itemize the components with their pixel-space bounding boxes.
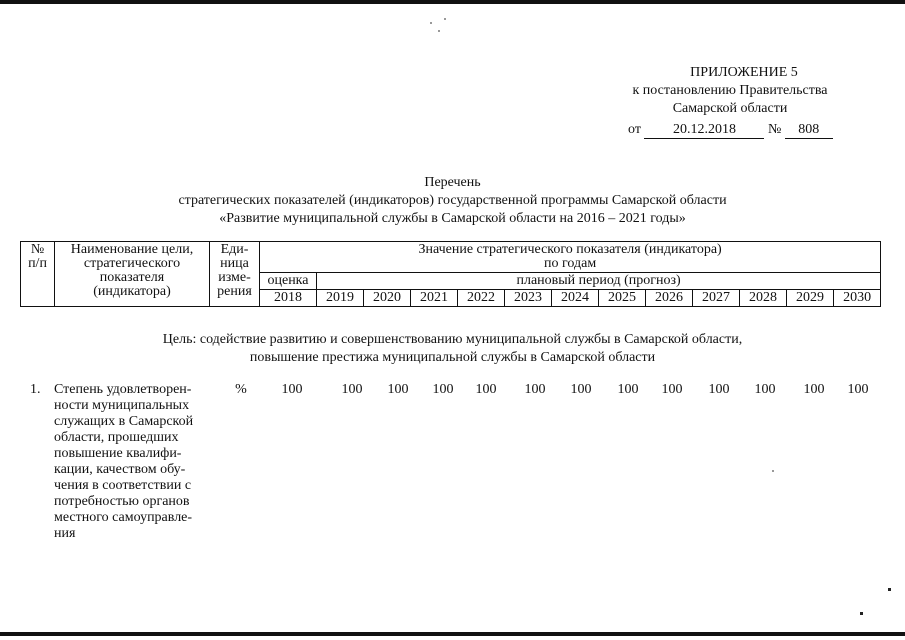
header-values-line: Значение стратегического показателя (индикатора) <box>418 242 722 257</box>
header-year: 2025 <box>599 290 646 307</box>
header-values-line: по годам <box>544 256 597 271</box>
header-values <box>260 242 881 273</box>
header-year: 2030 <box>834 290 881 307</box>
header-name-line: Наименование цели, <box>70 242 194 257</box>
header-estimate: оценка <box>260 273 317 290</box>
header-name-line: (индикатора) <box>93 284 171 299</box>
row-value: 100 <box>803 382 825 397</box>
row-value: 100 <box>570 382 592 397</box>
header-year: 2021 <box>411 290 458 307</box>
row-name-line: повышение квалифи- <box>54 446 182 461</box>
header-plan-period: плановый период (прогноз) <box>317 273 881 290</box>
header-unit-line: изме- <box>218 270 251 285</box>
header-unit-line: ница <box>220 256 249 271</box>
row-value: 100 <box>387 382 409 397</box>
decree-number: 808 <box>785 122 833 139</box>
header-year: 2020 <box>364 290 411 307</box>
scan-speck <box>444 18 446 20</box>
heading-line-3: «Развитие муниципальной службы в Самарской области на 2016 – 2021 годы» <box>219 211 686 226</box>
header-name-line: показателя <box>99 270 165 285</box>
from-label: от <box>628 122 641 137</box>
header-unit-line: Еди- <box>220 242 249 257</box>
document-heading <box>0 174 905 228</box>
row-indicator-name <box>54 382 208 542</box>
appendix-block <box>600 64 860 118</box>
row-value: 100 <box>754 382 776 397</box>
header-year: 2023 <box>505 290 552 307</box>
indicators-table <box>20 241 881 307</box>
row-unit: % <box>235 382 247 397</box>
row-name-line: ния <box>54 526 76 541</box>
row-value: 100 <box>475 382 497 397</box>
appendix-title: ПРИЛОЖЕНИЕ 5 <box>690 65 798 80</box>
row-value: 100 <box>281 382 303 397</box>
header-name-line: стратегического <box>83 256 181 271</box>
header-unit-line: рения <box>217 284 252 299</box>
row-name-line: чения в соответствии с <box>54 478 192 493</box>
row-name-line: служащих в Самарской <box>54 414 194 429</box>
header-unit <box>210 242 260 307</box>
number-label: № <box>767 122 782 137</box>
header-year: 2019 <box>317 290 364 307</box>
row-name-line: ности муниципальных <box>54 398 190 413</box>
appendix-line-2: Самарской области <box>672 101 788 116</box>
goal-line-2: повышение престижа муниципальной службы в Самарской области <box>249 350 656 365</box>
row-value: 100 <box>661 382 683 397</box>
row-value: 100 <box>708 382 730 397</box>
goal-statement <box>0 331 905 367</box>
row-name-line: кации, качеством обу- <box>54 462 186 477</box>
header-num <box>21 242 55 307</box>
header-year: 2029 <box>787 290 834 307</box>
heading-line-2: стратегических показателей (индикаторов) государственной программы Самарской области <box>178 193 727 208</box>
scan-speck <box>438 30 440 32</box>
header-name <box>55 242 210 307</box>
header-year-estimate: 2018 <box>260 290 317 307</box>
row-value: 100 <box>524 382 546 397</box>
row-name-line: местного самоуправле- <box>54 510 193 525</box>
header-num-line: п/п <box>28 256 47 271</box>
header-year: 2022 <box>458 290 505 307</box>
row-value: 100 <box>432 382 454 397</box>
heading-line-1: Перечень <box>424 175 481 190</box>
decree-date: 20.12.2018 <box>644 122 764 139</box>
goal-line-1: Цель: содействие развитию и совершенствованию муниципальной службы в Самарской области, <box>162 332 743 347</box>
header-year: 2026 <box>646 290 693 307</box>
row-value: 100 <box>341 382 363 397</box>
header-year: 2027 <box>693 290 740 307</box>
header-year: 2024 <box>552 290 599 307</box>
scan-speck <box>430 22 432 24</box>
appendix-line-1: к постановлению Правительства <box>632 83 828 98</box>
header-year: 2028 <box>740 290 787 307</box>
header-num-line: № <box>30 242 45 257</box>
row-name-line: потребностью органов <box>54 494 190 509</box>
decree-date-line <box>628 122 868 139</box>
bottom-border-line <box>0 632 905 636</box>
top-border-line <box>0 0 905 4</box>
row-value: 100 <box>617 382 639 397</box>
row-value: 100 <box>847 382 869 397</box>
row-name-line: Степень удовлетворен- <box>54 382 192 397</box>
row-name-line: области, прошедших <box>54 430 179 445</box>
scan-speck <box>772 470 774 472</box>
row-number: 1. <box>30 382 41 397</box>
scan-speck <box>860 612 863 615</box>
scan-speck <box>888 588 891 591</box>
